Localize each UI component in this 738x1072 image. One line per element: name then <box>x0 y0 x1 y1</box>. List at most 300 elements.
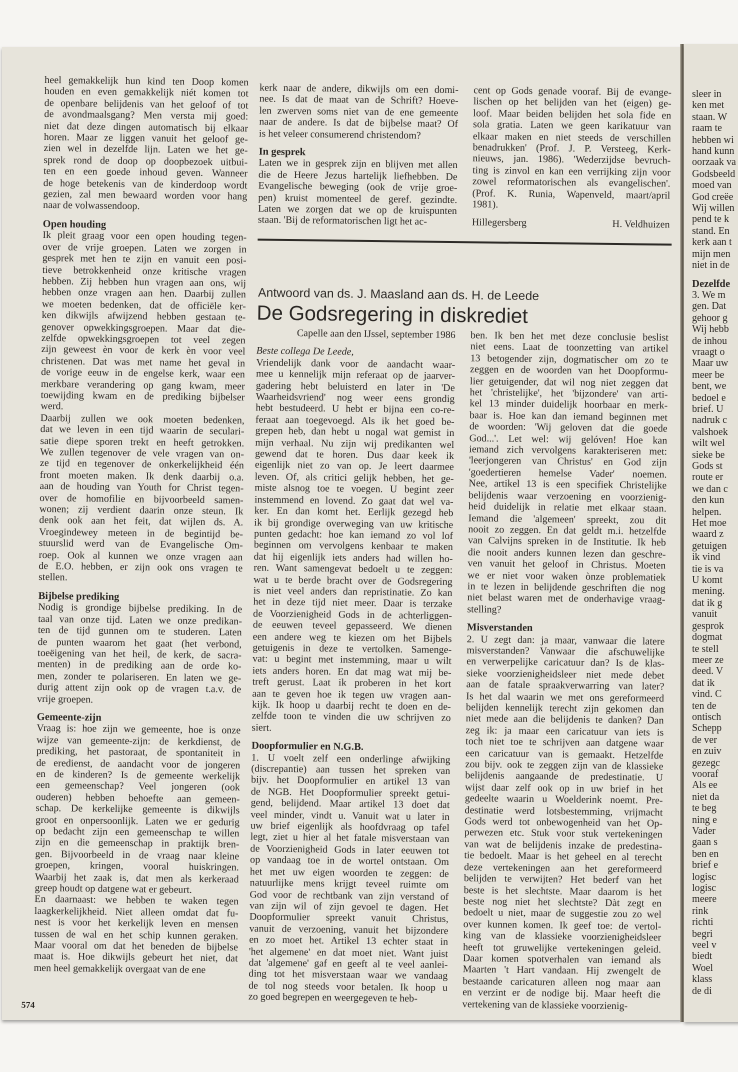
text-line: Wij willen <box>692 203 735 215</box>
text-line: miste alsnog toe te voegen. U begint zeer <box>254 482 454 497</box>
text-line: merkbare verandering op gang kwam, meer <box>40 378 245 393</box>
text-line: misverstanden? Vanwaar die afschuwelijke <box>466 645 665 659</box>
text-line: (Prof. K. Runia, Wapenveld, maart/april <box>472 187 671 202</box>
text-line: stellen. <box>38 572 68 584</box>
text-line: ik bij grondige overweging van uw kritische <box>254 517 454 531</box>
text-line: gesprek met hen te zijn en vanuit een posi- <box>42 253 247 267</box>
text-line: groot en onpersoonlijk. Laten we er gedurig <box>35 814 240 829</box>
text-line: zou bijv. ook te zeggen zijn van de klassieke <box>465 759 664 773</box>
text-line: de eredienst, de aandacht voor de jongeren <box>36 757 241 772</box>
text-line: wat u te berde bracht over de Godsregering <box>253 574 453 588</box>
text-line: aan de houding van Youth for Christ tegen- <box>39 481 244 495</box>
text-line: brief. U <box>692 403 724 415</box>
text-line: niet in de <box>692 260 730 272</box>
paragraph <box>37 602 242 707</box>
text-line: gehoor g <box>692 312 728 324</box>
text-line: king van de klassieke voorzienigheidsleer <box>463 930 662 944</box>
text-line: niet dat deze dingen automatisch bij elkaar <box>43 120 249 135</box>
text-line: instemmend en lovend. Zo gaat dat wel va- <box>254 494 454 508</box>
text-line: feraat aan toegevoegd. Als ik het goed be- <box>255 414 455 428</box>
text-line: Wij hebb <box>692 324 729 336</box>
text-line: ik vind <box>692 552 721 564</box>
paragraph <box>259 83 459 142</box>
text-line: nieuws, jan. 1986). 'Wederzijdse bevruch- <box>472 153 671 168</box>
text-line: zowel reformatorischen als evangelischen'. <box>472 176 671 190</box>
text-line: mening. <box>692 586 725 598</box>
text-line: bedoelt u niet, maar de suggestie zou zo wel <box>463 907 662 921</box>
text-line: nest is voor het kerkelijk leven en mensen <box>34 917 239 931</box>
text-line: staan. W <box>692 111 728 123</box>
text-line: Iemand die 'algemeen' spreekt, zou dit <box>468 512 667 527</box>
text-line: kerk naar de andere, dikwijls om een domi- <box>259 82 459 97</box>
text-line: de NGB. Het Doopformulier spreekt getui- <box>250 786 450 800</box>
text-line: Maar uw <box>692 358 729 370</box>
text-line: mee u kennelijk mijn referaat op de jaarver- <box>255 368 456 383</box>
text-line: taal van onze tijd. Laten we onze predikan- <box>37 613 243 628</box>
text-line: cent op Gods genade vooraf. Bij de evange- <box>473 85 672 99</box>
text-line: de eeuwen teveel gepasseerd. We dienen <box>252 619 453 634</box>
text-line: gen. Bijvoorbeeld in de vraag naar kleine <box>35 848 240 863</box>
text-line: gend, belijdend. Maar artikel 13 doet dat <box>250 797 450 812</box>
text-line: iets anders horen. En dat mag wat mij be- <box>252 665 452 679</box>
text-line: de Voorzienigheid Gods in de achterliggen- <box>253 608 453 622</box>
text-line: ting is zinvol en kan een verrijking zijn voor <box>472 165 671 179</box>
text-line: maat is. Hoe dikwijls gebeurt het niet, dat <box>33 951 238 965</box>
text-line: heid duidelijk in relatie met elkaar staan. <box>468 501 667 515</box>
text-line: Waarbij het zaak is, dat men als kerkeraad <box>34 871 239 886</box>
section-heading: Bijbelse prediking <box>38 590 120 603</box>
text-line: Woel <box>692 962 714 974</box>
text-line: Laten we in gesprek zijn en blijven met allen <box>258 158 458 172</box>
text-line: 1981). <box>472 199 499 211</box>
text-line: hand kunn <box>692 146 735 158</box>
text-line: dat ik g <box>692 597 723 609</box>
text-line: Nee, artikel 13 is een specifiek Christelijke <box>468 478 667 492</box>
column-2-top <box>258 83 459 229</box>
text-line: naar de volwassendoop. <box>42 200 140 213</box>
text-line: over kunnen komen. Ik geef toe: de vertol- <box>463 918 662 933</box>
text-line: niet mede aan die belijdenis te danken? Dan <box>465 713 664 728</box>
text-line: We zullen tegenover de vele vragen van on- <box>39 446 245 461</box>
text-line: durig attent zijn ook op de vragen t.a.v. de <box>37 682 242 696</box>
text-line: vanuit <box>692 609 718 621</box>
text-line: en zuiv <box>692 746 722 758</box>
text-line: en de kinderen? Is de gemeente werkelijk <box>36 768 241 783</box>
text-line: front moeten maken. Ik denk daarbij o.a. <box>39 469 244 484</box>
text-line: Evangelische beweging (ook de vrije groe- <box>258 180 458 195</box>
text-line: bestaande caricaturen alleen nog maar aan <box>462 975 661 990</box>
text-line: denk ook aan het feit, dat wijlen ds. A. <box>39 515 244 529</box>
salutation: Beste collega De Leede, <box>256 346 354 359</box>
paragraph <box>43 75 249 214</box>
text-line: God...'. Let wel: wij gelóven! Hoe kan <box>469 432 668 447</box>
text-line: pen) kruist momenteel de geref. gezindte. <box>258 192 458 206</box>
text-line: God creëe <box>692 191 734 203</box>
text-line: tie bedoelt. Maar is het geheel en al terecht <box>464 850 663 864</box>
text-line: hebben wi <box>692 134 734 146</box>
text-line: te stell <box>692 643 719 655</box>
text-line: we er niet voor waken ònze problematiek <box>467 569 666 584</box>
text-line: de inhou <box>692 335 728 347</box>
text-line: prediking, het pastoraat, de spontaniteit in <box>36 746 241 760</box>
section-heading: Misverstanden <box>466 622 533 635</box>
text-line: hebben. Zij hebben hun vragen aan ons, wij <box>42 275 247 290</box>
text-line: werd. <box>40 401 64 413</box>
text-line: ontisch <box>692 711 722 723</box>
text-line: 2. U zegt dan: ja maar, vanwaar die latere <box>466 633 665 648</box>
signature-author: H. Veldhuizen <box>612 219 670 232</box>
text-line: het met uw eigen woorden te zeggen: de <box>249 866 449 880</box>
text-line: zien wel in dezelfde lijn. Laten we het ge- <box>43 143 248 157</box>
text-line: veel v <box>692 940 717 952</box>
text-line: zelfde toon te vinden die uw schrijven zo <box>251 710 451 725</box>
text-line: gezien, zal men bewaard worden voor hang <box>43 189 248 203</box>
text-line: veel minder, vindt u. Vanuit wat u later in <box>250 809 450 823</box>
text-line: wijst daar zelf ook op in uw brief in het <box>464 782 664 796</box>
text-line: men, zonder te polariseren. En laten we ge- <box>37 670 242 685</box>
text-line: elkaar maken en niet steeds de verschillen <box>472 130 671 145</box>
text-line: belijdenis aangaande de predestinatie. U <box>465 770 664 785</box>
text-line: beginnen om vervolgens kenbaar te maken <box>253 539 453 554</box>
text-line: aan de fatale spraakverwarring van later? <box>466 679 665 693</box>
text-line: den kun <box>692 495 725 507</box>
text-line: sieke be <box>692 449 725 461</box>
text-line: 13 betogender zijn, dogmatischer om zo te <box>470 353 669 367</box>
text-line: ven vanuit het geloof in Christus. Moeten <box>467 558 666 572</box>
text-line: vanuit de verzoening, vanuit het bijzondere <box>249 923 449 937</box>
text-line: de ver <box>692 734 717 746</box>
text-line: natuurlijke mens krijgt teveel ruimte om <box>249 877 449 892</box>
text-line: Het moe <box>692 518 727 530</box>
paragraph <box>35 723 241 897</box>
text-line: zijn geweest èn voor de kerk èn voor veel <box>41 344 246 358</box>
text-line: de hoge betekenis van de kinderdoop wordt <box>43 177 248 192</box>
signature-row <box>472 218 670 232</box>
text-line: vat: u begint met instemming, maar u wilt <box>252 653 452 668</box>
text-line: wonen; zij verdient daarin onze steun. Ik <box>39 504 244 518</box>
text-line: Is het dal waarin we met ons gereformeerd <box>466 690 665 705</box>
text-line: Godsbeeld <box>692 168 736 180</box>
text-line: ben. Ik ben het met deze conclusie beslist <box>470 330 669 344</box>
paragraph <box>252 357 456 736</box>
text-line: sleer in <box>692 89 722 100</box>
text-line: niet da <box>692 791 720 803</box>
text-line: greep houdt op datgene wat er gebeurt. <box>34 882 193 896</box>
text-line: begri <box>692 928 713 940</box>
column-3-top <box>472 85 672 231</box>
text-line: een caricatuur van is gemaakt. Hetzelfde <box>465 747 664 762</box>
section-heading: Gemeente-zijn <box>36 711 102 724</box>
text-line: ouderen) hebben behoefte aan gemeen- <box>35 791 240 806</box>
text-line: legt, ziet u hier al het fatale misverstaan van <box>250 832 450 846</box>
text-line: gewend dat te horen. Dus daar keek ik <box>254 448 455 463</box>
text-line: toch niet toe te schrijven aan datgene waar <box>465 736 664 750</box>
text-line: nooit zo zeggen. En dat geldt m.i. hetzelfde <box>468 524 667 538</box>
text-line: en verzint er de nodige bij. Maar heeft die <box>462 987 661 1001</box>
section-heading: In gesprek <box>258 146 306 159</box>
text-line: punten gedacht: hoe kan iemand zo vol lof <box>253 528 454 542</box>
text-line: meer be <box>692 369 725 381</box>
text-line: Nodig is grondige bijbelse prediking. In de <box>38 602 243 616</box>
text-line: rink <box>692 905 709 917</box>
text-line: siert. <box>251 722 272 734</box>
text-line: deze vertekeningen aan het gereformeerd <box>463 861 663 876</box>
text-line: is niet veel anders dan repristinatie. Zo kan <box>253 585 453 599</box>
text-line: de tol nog steeds voor betalen. Ik hoop u <box>248 980 448 994</box>
text-line: kijk. Ik hoop u daarbij recht te doen en de- <box>251 699 452 714</box>
paragraph <box>248 752 450 1005</box>
text-line: bijv. het Doopformulier en artikel 13 van <box>250 775 451 789</box>
text-line: eigenlijk niet zo van op. Je leert daarmee <box>254 460 454 474</box>
text-line: ker. En dan komt het. Eerlijk gezegd heb <box>254 505 454 520</box>
text-line: christenen. Dat was met name het geval in <box>41 355 246 370</box>
paragraph <box>467 330 668 618</box>
text-line: loof. Maar beiden belijden het sola fide en <box>473 108 672 122</box>
text-line: ben en <box>692 848 719 860</box>
text-line: vertekening van de klassieke voorzienig- <box>462 998 628 1012</box>
text-line: raam te <box>692 123 722 135</box>
text-line: tieve betrokkenheid onze kritische vragen <box>42 264 247 278</box>
text-line: getuigen <box>692 540 727 552</box>
text-line: ten en een goede inhoud geven. Wanneer <box>43 166 248 180</box>
section-divider <box>258 239 672 246</box>
text-line: kerk aan t <box>692 237 732 249</box>
text-line: de woorden: 'Wij geloven dat die goede <box>469 421 668 435</box>
text-line: het 'christelijke', het 'bijzondere' van arti- <box>469 387 668 401</box>
text-line: dogmat <box>692 632 723 644</box>
text-line: ten de <box>692 700 717 712</box>
text-line: de avondmaalsgang? Men versta mij goed: <box>44 109 249 123</box>
text-line: Doopformulier spreekt vanuit Christus, <box>249 911 449 926</box>
text-line: bent, we <box>692 381 727 393</box>
text-line: toewijding kwam en de prediking bijbelser <box>40 389 245 404</box>
text-line: kel 13 minder duidelijk hoorbaar en merk- <box>469 398 668 413</box>
text-line: de vorige eeuw in de engelse kerk, waar een <box>40 367 246 381</box>
text-line: horen. Maar ze liggen vanuit het geloof ge- <box>43 132 248 146</box>
text-line: die nooit anders kunnen lezen dan geschre- <box>467 546 666 561</box>
text-line: schap. De kerkelijke gemeente is dikwijls <box>35 803 240 817</box>
text-line: menten) in de prediking aan de orde ko- <box>37 659 242 673</box>
column-3-bottom <box>462 330 668 1012</box>
column-1 <box>34 75 249 977</box>
text-line: vraagt o <box>692 346 725 358</box>
text-line: niet eens. Laat de toonzetting van artikel <box>470 341 669 356</box>
text-line: Als ee <box>692 780 718 792</box>
text-line: waard z <box>692 529 724 541</box>
text-line: oorzaak va <box>692 157 736 169</box>
text-line: dat 'algemene' gaf en geeft al te veel aanlei- <box>248 957 448 971</box>
text-line: logisc <box>692 871 717 883</box>
text-line: lischen op het belijden van het (eigen) ge- <box>473 96 672 111</box>
text-line: sola gratia. Laten we geen karikatuur van <box>473 119 672 133</box>
text-line: niet belast waren met de onderhavige vraag- <box>467 592 666 606</box>
text-line: Vader <box>692 826 716 837</box>
text-line: ren. Want samengevat bedoelt u te zeggen: <box>253 562 453 577</box>
text-line: route er <box>692 472 724 484</box>
text-line: perwezen etc. Stuk voor stuk vertekeningen <box>464 827 663 842</box>
text-line: Laten we zorgen dat we op de kruispunten <box>257 203 458 218</box>
text-line: belijden te verwijten? Het bederf van het <box>463 873 662 887</box>
text-line: klass <box>692 974 713 986</box>
article-title: De Godsregering in diskrediet <box>256 301 529 328</box>
paragraph <box>41 230 247 415</box>
text-line: stand. En <box>692 225 730 237</box>
text-line: 'goedertieren hemelse Vader' noemen. <box>468 467 667 481</box>
text-line: U komt <box>692 575 723 587</box>
text-line: dat we leven in een tijd waarin de seculari- <box>40 424 245 438</box>
text-line: vind. C <box>692 689 722 701</box>
text-line: we moeten bedenken, dat de officiële ker- <box>41 298 246 313</box>
article-kicker: Antwoord van ds. J. Maasland aan ds. H. de Leede <box>257 285 540 304</box>
text-line: 'het algemene' en dat moet niet. Want juist <box>248 946 449 960</box>
section-heading: Open houding <box>42 218 107 231</box>
text-line: genover opwekkingsgroepen. Maar dat die- <box>41 321 246 336</box>
text-line: dat ik <box>692 677 715 689</box>
text-line: de openbare belijdenis van het geloof of tot <box>44 97 249 112</box>
text-line: staan. 'Bij de reformatorischen ligt het ac- <box>257 215 428 229</box>
text-line: zelfde opwekkingsgroepen tot veel zegen <box>41 332 246 347</box>
text-line: de di <box>692 985 712 997</box>
text-line: naar de andere. Is dat de bijbelse maat? Of <box>259 116 459 131</box>
text-line: bedoel e <box>692 392 726 404</box>
text-line: over de vrije groepen. Laten we zorgen in <box>42 241 247 256</box>
text-line: aan te geven hoe ik tegen uw vragen aan- <box>252 688 452 702</box>
text-line: beste is het slechtste. Maar daarom is het <box>463 884 662 899</box>
text-line: iemand zich vervolgens karakteriseren met: <box>469 444 668 458</box>
text-line: valshoek <box>692 426 728 438</box>
text-line: getuigenis in deze te vertolken. Samenge- <box>252 642 452 656</box>
text-line: gaan s <box>692 837 718 849</box>
text-line: Maarten 't Hart vandaan. Hij zwengelt de <box>462 964 661 978</box>
text-line: te beg <box>692 803 717 815</box>
text-line: heeft tot gruwelijke vertekeningen geleid. <box>462 941 662 956</box>
text-line: moed van <box>692 180 732 192</box>
page-number: 574 <box>21 999 35 1010</box>
text-line: Gods werd tot onbewogenheid van het Op- <box>464 816 663 830</box>
paragraph <box>462 634 665 1013</box>
text-line: belijden kennelijk terecht zijn gekomen dan <box>465 702 665 716</box>
text-line: gedeelte waarin u Woelderink noemt. Pre- <box>464 793 663 807</box>
text-line: in te lezen in belijdende geschriften die nog <box>467 581 666 595</box>
text-line: meere <box>692 894 717 906</box>
text-line: ken dikwijls afwijzend hebben gestaan te- <box>41 310 246 324</box>
text-line: die de Heere Jezus hartelijk liefhebben. De <box>258 169 458 183</box>
text-line: dat hij eigenlijk iets anders had willen ho- <box>253 551 453 565</box>
text-line: de punten waarom het gaat (het verbond, <box>37 636 242 650</box>
text-line: vrije groepen. <box>36 693 94 706</box>
text-line: tie is va <box>692 563 724 575</box>
text-line: stelling? <box>467 603 502 616</box>
dateline: Capelle aan den IJssel, september 1986 <box>296 328 456 342</box>
paragraph <box>34 894 239 976</box>
text-line: ze tijd en tegenover de onkerkelijkheid één <box>39 458 244 472</box>
text-line: Vraag is: hoe zijn we gemeente, hoe is onze <box>36 723 241 737</box>
text-line: (discrepantie) aan tussen het spreken van <box>251 763 451 778</box>
text-line: en verwerpelijke caricatuur dan? Is de klas- <box>466 656 665 670</box>
text-line: 'leerjongeren van Christus' en God zijn <box>468 455 668 470</box>
text-line: laagkerkelijkheid. Niet alleen omdat dat fu- <box>34 905 239 920</box>
text-line: gadering hebt beluisterd en later in 'De <box>255 380 455 394</box>
text-line: en zo moet het. Artikel 13 echter staat in <box>249 934 449 949</box>
section-heading: Dezelfde <box>692 278 731 290</box>
text-line: van Calvijns spreken in de Institutie. Ik heb <box>467 535 667 549</box>
text-line: op vandaag toe in de wortel ontstaan. Om <box>250 854 450 869</box>
text-line: meer ze <box>692 654 724 666</box>
text-line: Vroegindewey meteen in de begintijd be- <box>39 526 244 541</box>
text-line: beste nog niet het slechtste? Dàt zegt en <box>463 896 662 910</box>
text-line: heel gemakkelijk hun kind ten Doop komen <box>44 75 249 89</box>
text-line: Waarheidsvriend' nog weer eens grondig <box>255 391 455 406</box>
text-line: belijdenis waar verzoening en voorzienig- <box>468 489 667 504</box>
signature-place: Hillegersberg <box>471 217 527 230</box>
text-line: gesprok <box>692 620 724 632</box>
text-line: zo goed begrepen en weergegeven te heb- <box>248 991 418 1005</box>
paragraph <box>258 158 458 229</box>
text-line: een andere weg te kiezen om het Bijbels <box>252 631 452 645</box>
text-line: gen. Dat <box>692 301 727 313</box>
text-line: len zwerven soms niet van de ene gemeente <box>259 105 459 119</box>
text-line: wijze van gemeente-zijn: de kerkdienst, de <box>36 734 241 749</box>
text-line: pend te k <box>692 214 729 226</box>
text-line: hebt bestudeerd. U hebt er bijna een co-re- <box>255 403 455 417</box>
text-line: Maar vooral om dat het beneden de bijbelse <box>33 940 239 954</box>
text-line: op bedacht zijn een gemeenschap te willen <box>35 825 240 840</box>
text-line: sprek rond de doop op doopbezoek uitbui- <box>43 154 248 169</box>
text-line: over de homofilie en bijvoorbeeld samen- <box>39 492 244 507</box>
text-line: wilt wel <box>692 438 725 450</box>
text-line: God voor de rechtbank van zijn verstand of <box>249 889 449 903</box>
text-line: Schepp <box>692 723 722 735</box>
text-line: uw brief eigenlijk als hoofdvraag op tafel <box>250 820 450 835</box>
text-line: gezegc <box>692 757 721 769</box>
text-line: van wat de belijdenis inzake de predestina- <box>464 839 663 853</box>
text-line: sieke voorzienigheidsleer niet mede debet <box>466 667 665 682</box>
text-line: de E.O. hebben, er zijn ook ons vragen te <box>38 561 243 575</box>
text-line: lier getuigender, dat wil nog niet zeggen dat <box>469 375 668 390</box>
text-line: zeg ik: ja maar een caricatuur van iets is <box>465 725 664 739</box>
text-line: Ik pleit graag voor een open houding tegen- <box>42 230 247 244</box>
text-line: ding tot het misverstaan waar we vandaag <box>248 968 448 983</box>
text-line: leven. Of, als critici gelijk hebben, het ge- <box>254 471 454 485</box>
text-line: roep. Ook al kunnen we onze vragen aan <box>38 549 243 564</box>
text-line: zeggen en de woorden van het Doopformu- <box>470 364 669 378</box>
text-line: logisc <box>692 883 717 895</box>
text-line: ken met <box>692 100 725 112</box>
text-line: ning e <box>692 814 717 826</box>
text-line: vooraf <box>692 768 719 780</box>
text-line: een gemeenschap? Veel jongeren (ook <box>35 780 241 794</box>
text-line: nadruk c <box>692 415 728 427</box>
text-line: toeëigening van het heil, de kerk, de sacra- <box>37 647 242 662</box>
text-line: En daarnaast: we hebben te waken tegen <box>34 894 239 908</box>
text-line: deed. V <box>692 666 724 678</box>
text-line: richti <box>692 917 714 929</box>
text-line: nee. Is dat de maat van de Schrift? Hoeve- <box>259 94 459 108</box>
text-line: treft gerust. Laat ik proberen in het kort <box>252 676 452 691</box>
text-line: zijn en die gemeenschap in praktijk bren- <box>35 837 240 851</box>
text-line: helpen. <box>692 506 722 518</box>
text-line: Vriendelijk dank voor de aandacht waar- <box>256 357 456 371</box>
paragraph <box>38 413 244 587</box>
text-line: baar is. Hoe kan dan iemand beginnen met <box>469 410 668 424</box>
text-line: grepen heb, dan hebt u nogal wat gemist in <box>255 425 455 440</box>
section-heading: Doopformulier en N.G.B. <box>251 740 364 754</box>
text-line: Daarbij zullen we ook moeten bedenken, <box>40 412 245 427</box>
text-line: van zijn wil of zijn gevoel te dagen. Het <box>249 900 449 914</box>
text-line: benadrukken' (Prof. J. P. Versteeg, Kerk- <box>472 142 671 156</box>
text-line: stuurslid werd van de Evangelische Om- <box>38 538 243 552</box>
column-3-top-text <box>472 85 672 213</box>
